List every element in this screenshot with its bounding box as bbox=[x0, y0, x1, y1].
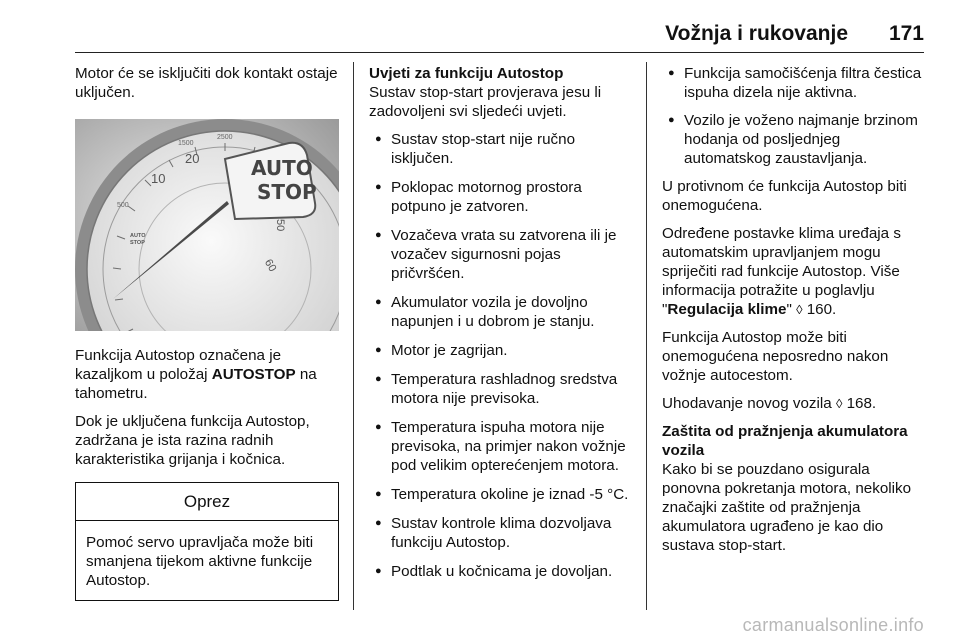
tick-label: 500 bbox=[117, 202, 129, 209]
caution-body: Pomoć servo upravljača može biti smanjena tijekom aktivne funkcije Autostop. bbox=[86, 534, 314, 589]
list-item: ● Podtlak u kočnicama je dovoljan. bbox=[369, 562, 634, 581]
dial-autostop-mark: AUTO bbox=[130, 233, 146, 239]
list-item: ● Funkcija samočišćenja filtra čestica ispuha dizela nije aktivna. bbox=[662, 64, 926, 102]
autostop-conditions-heading: Uvjeti za funkciju Autostop bbox=[369, 65, 564, 82]
list-item: ● Vozačeva vrata su zatvorena ili je vozačev sigurnosni pojas pričvršćen. bbox=[369, 226, 634, 283]
conditions-intro: Sustav stop-start provjerava jesu li zadovoljeni svi sljedeći uvjeti. bbox=[369, 84, 602, 120]
column-divider-1 bbox=[353, 62, 354, 610]
header-divider bbox=[75, 52, 924, 53]
tick-label: 50 bbox=[274, 219, 286, 232]
caution-box bbox=[75, 482, 339, 601]
chapter-title: Vožnja i rukovanje bbox=[665, 22, 848, 45]
autostop-disabled-text: U protivnom će funkcija Autostop biti onemogućena. bbox=[662, 178, 907, 214]
column-1 bbox=[75, 64, 339, 601]
tachometer-autostop-figure bbox=[75, 119, 339, 331]
climate-control-link[interactable]: Regulacija klime bbox=[667, 301, 787, 318]
climate-settings-text: Određene postavke klima uređaja s automatskim upravljanjem mogu spriječiti rad funkcije Autostop. Više informacija potražite u poglavlju "Regulacija klime" ◊ 160. bbox=[662, 225, 901, 318]
page-reference[interactable]: 160. bbox=[802, 301, 837, 318]
list-item: ● Vozilo je voženo najmanje brzinom hodanja od posljednjeg automatskog zaustavljanja. bbox=[662, 111, 926, 168]
battery-protection-text: Kako bi se pouzdano osigurala ponovna pokretanja motora, nekoliko značajki zaštite od pražnjenja akumulatora ugrađeno je kao dio sustava stop-start. bbox=[662, 461, 912, 554]
column-2 bbox=[369, 64, 634, 591]
site-watermark: carmanualsonline.info bbox=[742, 615, 924, 635]
page-reference-icon: ◊ bbox=[796, 302, 803, 317]
list-item: ● Temperatura okoline je iznad -5 °C. bbox=[369, 485, 634, 504]
auto-label: AUTO bbox=[251, 156, 313, 180]
list-item: ● Motor je zagrijan. bbox=[369, 341, 634, 360]
page-number: 171 bbox=[888, 22, 924, 45]
tick-label: 60 bbox=[261, 257, 279, 274]
heating-brakes-text: Dok je uključena funkcija Autostop, zadržana je ista razina radnih karakteristika grijanja i kočnica. bbox=[75, 413, 310, 468]
intro-text: Motor će se isključiti dok kontakt ostaje uključen. bbox=[75, 65, 338, 101]
tick-label: 10 bbox=[151, 171, 166, 186]
stop-label: STOP bbox=[257, 180, 317, 204]
list-item: ● Poklopac motornog prostora potpuno je zatvoren. bbox=[369, 178, 634, 216]
conditions-list-continued bbox=[662, 64, 926, 168]
list-item: ● Sustav kontrole klima dozvoljava funkciju Autostop. bbox=[369, 514, 634, 552]
column-3 bbox=[662, 64, 926, 564]
conditions-list bbox=[369, 130, 634, 581]
autostop-keyword: AUTOSTOP bbox=[211, 366, 296, 383]
list-item: ● Temperatura rashladnog sredstva motora nije previsoka. bbox=[369, 370, 634, 408]
highway-text: Funkcija Autostop može biti onemogućena neposredno nakon vožnje autocestom. bbox=[662, 329, 889, 384]
page-reference[interactable]: 168. bbox=[842, 395, 877, 412]
battery-protection-heading: Zaštita od pražnjenja akumulatora vozila bbox=[662, 423, 908, 459]
list-item: ● Akumulator vozila je dovoljno napunjen i u dobrom je stanju. bbox=[369, 293, 634, 331]
running-in-text: Uhodavanje novog vozila ◊ 168. bbox=[662, 395, 877, 412]
column-divider-2 bbox=[646, 62, 647, 610]
tick-label: 20 bbox=[185, 151, 200, 166]
list-item: ● Sustav stop-start nije ručno isključen. bbox=[369, 130, 634, 168]
tick-label: 2500 bbox=[217, 134, 233, 141]
list-item: ● Temperatura ispuha motora nije previsoka, na primjer nakon vožnje pod velikim opterećenjem motora. bbox=[369, 418, 634, 475]
tick-label: 1500 bbox=[178, 140, 194, 147]
page-reference-icon: ◊ bbox=[835, 396, 843, 411]
caution-title: Oprez bbox=[76, 483, 338, 521]
figure-caption: Funkcija Autostop označena je kazaljkom u položaj AUTOSTOP na tahometru. bbox=[75, 347, 317, 402]
svg-text:STOP: STOP bbox=[130, 240, 145, 246]
